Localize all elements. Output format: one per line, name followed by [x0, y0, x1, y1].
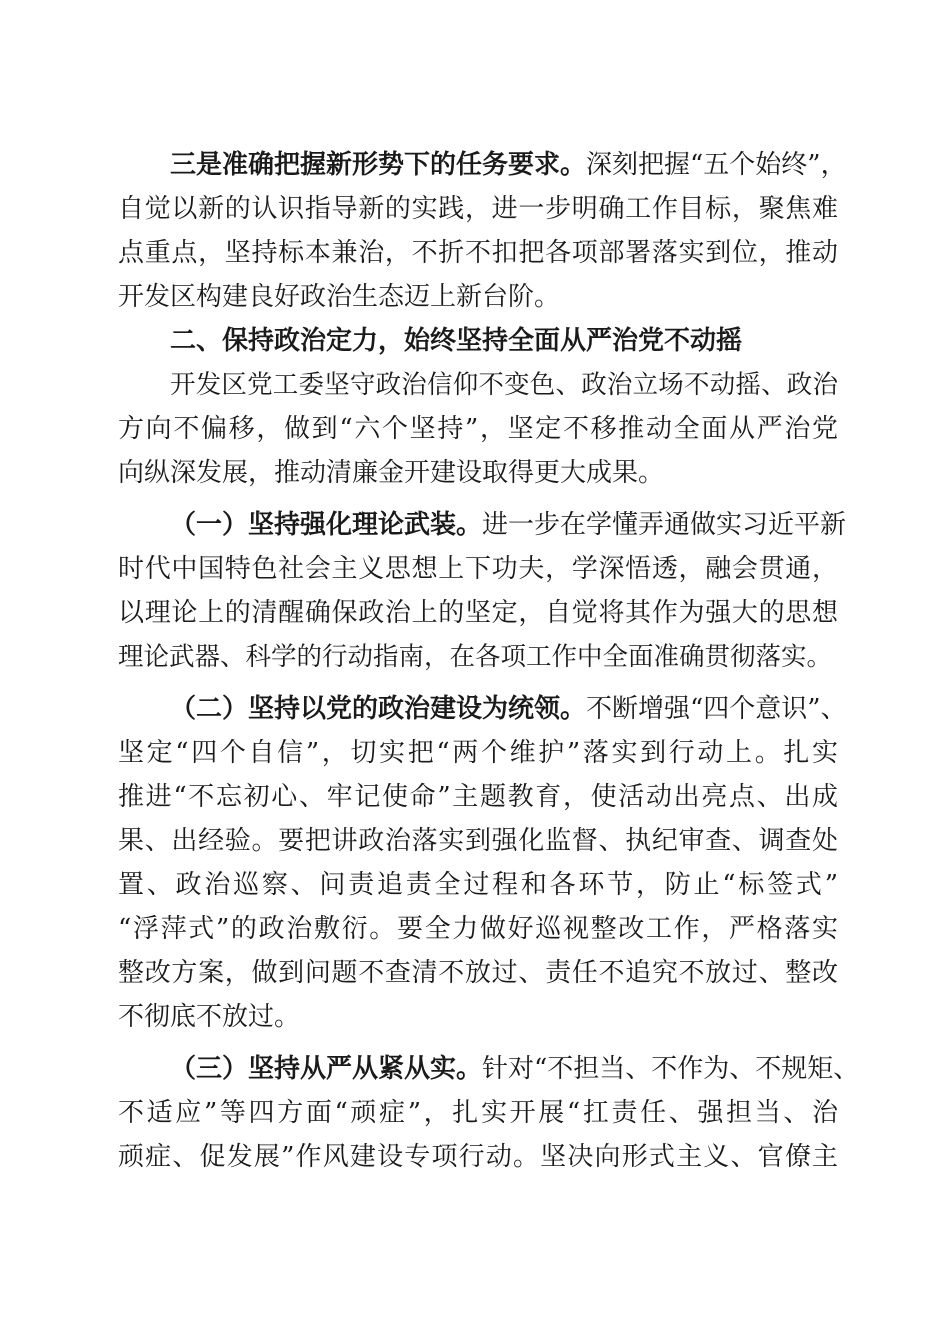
para1-line-2: 自觉以新的认识指导新的实践，进一步明确工作目标，聚焦难 [118, 194, 838, 224]
section-heading: 二、保持政治定力，始终坚持全面从严治党不动摇 [170, 326, 743, 356]
item2-line-4: 果、出经验。要把讲政治落实到强化监督、执纪审查、调查处 [118, 826, 838, 856]
intro-line-1: 开发区党工委坚守政治信仰不变色、政治立场不动摇、政治 [170, 370, 838, 400]
intro-line-3: 向纵深发展，推动清廉金开建设取得更大成果。 [118, 458, 665, 488]
intro-line-2: 方向不偏移，做到“六个坚持”，坚定不移推动全面从严治党 [118, 414, 838, 444]
item3-line-1-rest: 针对“不担当、不作为、不规矩、 [482, 1054, 860, 1084]
item2-line-1-rest: 不断增强“四个意识”、 [586, 694, 847, 724]
item2-line-1 [170, 684, 890, 734]
item2-line-3: 推进“不忘初心、牢记使命”主题教育，使活动出亮点、出成 [118, 782, 838, 812]
item1-line-1-rest: 进一步在学懂弄通做实习近平新 [482, 510, 847, 540]
item2-line-6: “浮萍式”的政治敷衍。要全力做好巡视整改工作，严格落实 [118, 914, 838, 944]
item1-line-2: 时代中国特色社会主义思想上下功夫，学深悟透，融会贯通， [118, 554, 838, 584]
para1-line-3: 点重点，坚持标本兼治，不折不扣把各项部署落实到位，推动 [118, 238, 838, 268]
para1-line-1 [170, 140, 890, 190]
item1-line-4: 理论武器、科学的行动指南，在各项工作中全面准确贯彻落实。 [118, 642, 833, 672]
item1-line-3: 以理论上的清醒确保政治上的坚定，自觉将其作为强大的思想 [118, 598, 838, 628]
item2-line-8: 不彻底不放过。 [118, 1002, 301, 1032]
item2-line-7: 整改方案，做到问题不查清不放过、责任不追究不放过、整改 [118, 958, 838, 988]
para1-line-1-rest: 深刻把握“五个始终”， [586, 150, 847, 180]
item3-lead: （三）坚持从严从紧从实。 [170, 1054, 483, 1084]
item1-lead: （一）坚持强化理论武装。 [170, 510, 483, 540]
para1-lead: 三是准确把握新形势下的任务要求。 [170, 150, 587, 180]
item1-line-1 [170, 500, 890, 550]
item3-line-1 [170, 1044, 890, 1094]
item2-line-2: 坚定“四个自信”，切实把“两个维护”落实到行动上。扎实 [118, 738, 838, 768]
item3-line-3: 顽症、促发展”作风建设专项行动。坚决向形式主义、官僚主 [118, 1142, 838, 1172]
item2-lead: （二）坚持以党的政治建设为统领。 [170, 694, 587, 724]
item3-line-2: 不适应”等四方面“顽症”，扎实开展“扛责任、强担当、治 [118, 1098, 838, 1128]
item2-line-5: 置、政治巡察、问责追责全过程和各环节，防止“标签式” [118, 870, 838, 900]
para1-line-4: 开发区构建良好政治生态迈上新台阶。 [118, 282, 561, 312]
